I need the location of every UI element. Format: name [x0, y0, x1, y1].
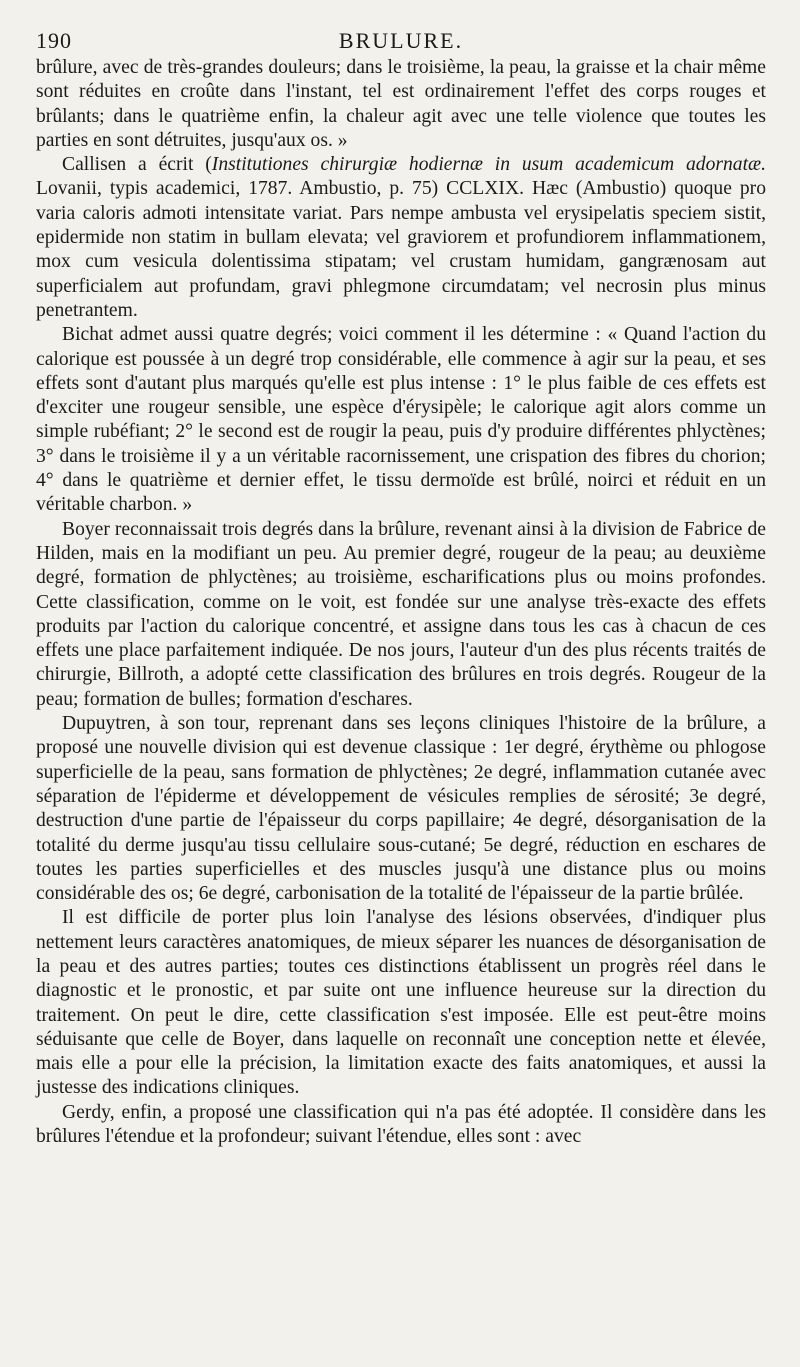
paragraph: Bichat admet aussi quatre degrés; voici comment il les détermine : « Quand l'action du calorique est poussée à un degré trop considérable, elle commence à agir sur la peau, et ses effets sont d'autant plus marqués qu'elle est plus intense : 1° le plus faible de ces effets est d'exciter une rougeur sensible, une espèce d'érysipèle; le calorique agit alors comme un simple rubéfiant; 2° le second est de rougir la peau, puis d'y produire différentes phlyctènes; 3° dans le troisième il y a un véritable racornissement, une crispation des fibres du chorion; 4° dans le quatrième et dernier effet, le tissu dermoïde est brûlé, noirci et réduit en un véritable charbon. » [36, 324, 766, 516]
page-header [36, 22, 766, 56]
book-title-italic: Institutiones chirurgiæ hodiernæ in usum academicum adornatæ. [211, 154, 766, 176]
paragraph [36, 153, 766, 323]
paragraph: brûlure, avec de très-grandes douleurs; dans le troisième, la peau, la graisse et la chair même sont réduites en croûte dans l'instant, tel est ordinairement l'effet des corps rouges et brûlants; dans le quatrième enfin, la chaleur agit avec une telle violence que toutes les parties en sont détruites, jusqu'aux os. » [36, 57, 766, 151]
paragraph: Dupuytren, à son tour, reprenant dans ses leçons cliniques l'histoire de la brûlure, a proposé une nouvelle division qui est devenue classique : 1er degré, érythème ou phlogose superficielle de la peau, sans formation de phlyctènes; 2e degré, inflammation cutanée avec séparation de l'épiderme et développement de vésicules remplies de sérosité; 3e degré, destruction d'une partie de l'épaisseur du corps papillaire; 4e degré, désorganisation de la totalité du derme jusqu'au tissu cellulaire sous-cutané; 5e degré, réduction en eschares de toutes les parties superficielles et des muscles jusqu'à une distance plus ou moins considérable des os; 6e degré, carbonisation de la totalité de l'épaisseur de la partie brûlée. [36, 713, 766, 905]
page-number: 190 [36, 28, 72, 53]
paragraph-text: Callisen a écrit ( [62, 154, 212, 176]
body-text [36, 56, 766, 1149]
paragraph: Il est difficile de porter plus loin l'analyse des lésions observées, d'indiquer plus nettement leurs caractères anatomiques, de mieux séparer les nuances de désorganisation de la peau et des autres parties; toutes ces distinctions établissent un progrès réel dans le diagnostic et le pronostic, et par suite ont une influence heureuse sur la direction du traitement. On peut le dire, cette classification s'est imposée. Elle est peut-être moins séduisante que celle de Boyer, dans laquelle on reconnaît une conception nette et élevée, mais elle a pour elle la précision, la limitation exacte des faits anatomiques, et aussi la justesse des indications cliniques. [36, 907, 766, 1099]
paragraph-text: Lovanii, typis academici, 1787. Ambustio, p. 75) CCLXIX. Hæc (Ambustio) quoque pro varia caloris admoti intensitate variat. Pars nempe ambusta vel erysipelatis speciem sistit, epidermide non statim in bullam elevata; vel graviorem et profundiorem inflammationem, mox cum vesicula dolentissima stipatam; vel crustam humidam, gangrænosam aut superficialem aut profundam, gravi phlegmone circumdatam; vel necrosin plus minus penetrantem. [36, 178, 766, 321]
paragraph: Boyer reconnaissait trois degrés dans la brûlure, revenant ainsi à la division de Fabrice de Hilden, mais en la modifiant un peu. Au premier degré, rougeur de la peau; au deuxième degré, formation de phlyctènes; au troisième, escharifications plus ou moins profondes. Cette classification, comme on le voit, est fondée sur une analyse très-exacte des effets produits par l'action du calorique concentré, et assigne dans tous les cas à chacun de ces effets une place parfaitement indiquée. De nos jours, l'auteur d'un des plus récents traités de chirurgie, Billroth, a adopté cette classification des brûlures en trois degrés. Rougeur de la peau; formation de bulles; formation d'eschares. [36, 518, 766, 710]
paragraph: Gerdy, enfin, a proposé une classification qui n'a pas été adoptée. Il considère dans les brûlures l'étendue et la profondeur; suivant l'étendue, elles sont : avec [36, 1101, 766, 1148]
running-title: BRULURE. [338, 28, 464, 53]
